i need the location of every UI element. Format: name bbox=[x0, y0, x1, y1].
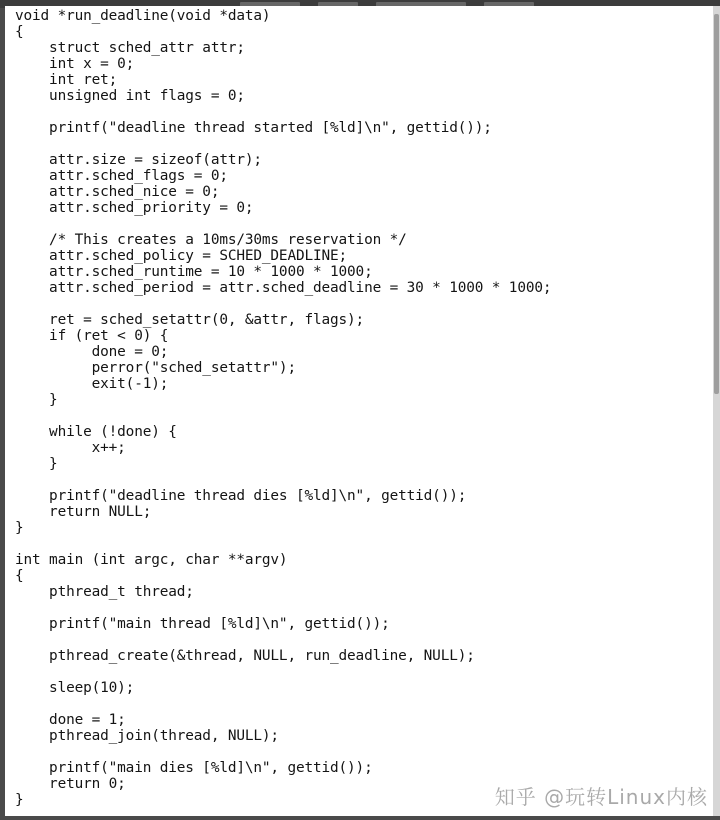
code-line: int x = 0; bbox=[15, 56, 135, 72]
code-line: } bbox=[15, 520, 24, 536]
code-line: ret = sched_setattr(0, &attr, flags); bbox=[15, 312, 365, 328]
code-line: printf("main thread [%ld]\n", gettid()); bbox=[15, 616, 390, 632]
code-line: done = 1; bbox=[15, 712, 126, 728]
code-line: attr.sched_priority = 0; bbox=[15, 200, 254, 216]
code-line: { bbox=[15, 24, 24, 40]
code-line: printf("main dies [%ld]\n", gettid()); bbox=[15, 760, 373, 776]
code-line bbox=[15, 472, 551, 488]
code-line bbox=[15, 632, 551, 648]
scrollbar-thumb[interactable] bbox=[714, 14, 719, 394]
code-listing bbox=[15, 8, 551, 808]
code-line bbox=[15, 408, 551, 424]
code-line: attr.sched_flags = 0; bbox=[15, 168, 228, 184]
code-line: pthread_create(&thread, NULL, run_deadline, NULL); bbox=[15, 648, 475, 664]
code-line: pthread_t thread; bbox=[15, 584, 194, 600]
code-line: int ret; bbox=[15, 72, 118, 88]
code-viewer bbox=[5, 6, 713, 816]
code-line: while (!done) { bbox=[15, 424, 177, 440]
code-line: attr.sched_nice = 0; bbox=[15, 184, 220, 200]
code-line: /* This creates a 10ms/30ms reservation */ bbox=[15, 232, 407, 248]
code-line: struct sched_attr attr; bbox=[15, 40, 245, 56]
code-line bbox=[15, 664, 551, 680]
code-line: perror("sched_setattr"); bbox=[15, 360, 296, 376]
code-line: { bbox=[15, 568, 24, 584]
code-line bbox=[15, 136, 551, 152]
code-line: sleep(10); bbox=[15, 680, 135, 696]
code-line: x++; bbox=[15, 440, 126, 456]
code-line bbox=[15, 296, 551, 312]
code-line: int main (int argc, char **argv) bbox=[15, 552, 288, 568]
code-line: pthread_join(thread, NULL); bbox=[15, 728, 279, 744]
code-line: } bbox=[15, 456, 58, 472]
scrollbar-track[interactable] bbox=[713, 6, 720, 816]
code-line bbox=[15, 600, 551, 616]
code-line bbox=[15, 536, 551, 552]
code-line: void *run_deadline(void *data) bbox=[15, 8, 271, 24]
code-line: done = 0; bbox=[15, 344, 169, 360]
code-line: } bbox=[15, 392, 58, 408]
code-line: if (ret < 0) { bbox=[15, 328, 169, 344]
code-line bbox=[15, 696, 551, 712]
code-line: exit(-1); bbox=[15, 376, 169, 392]
code-line bbox=[15, 104, 551, 120]
code-line: unsigned int flags = 0; bbox=[15, 88, 245, 104]
code-line: return 0; bbox=[15, 776, 126, 792]
code-line: printf("deadline thread started [%ld]\n", gettid()); bbox=[15, 120, 492, 136]
code-line: attr.sched_policy = SCHED_DEADLINE; bbox=[15, 248, 348, 264]
code-line: printf("deadline thread dies [%ld]\n", gettid()); bbox=[15, 488, 467, 504]
code-line bbox=[15, 216, 551, 232]
code-line: attr.sched_runtime = 10 * 1000 * 1000; bbox=[15, 264, 373, 280]
code-line: attr.size = sizeof(attr); bbox=[15, 152, 262, 168]
code-line: return NULL; bbox=[15, 504, 152, 520]
code-line: } bbox=[15, 792, 24, 808]
code-line bbox=[15, 744, 551, 760]
code-line: attr.sched_period = attr.sched_deadline = 30 * 1000 * 1000; bbox=[15, 280, 552, 296]
watermark: 知乎 @玩转Linux内核 bbox=[494, 785, 708, 809]
